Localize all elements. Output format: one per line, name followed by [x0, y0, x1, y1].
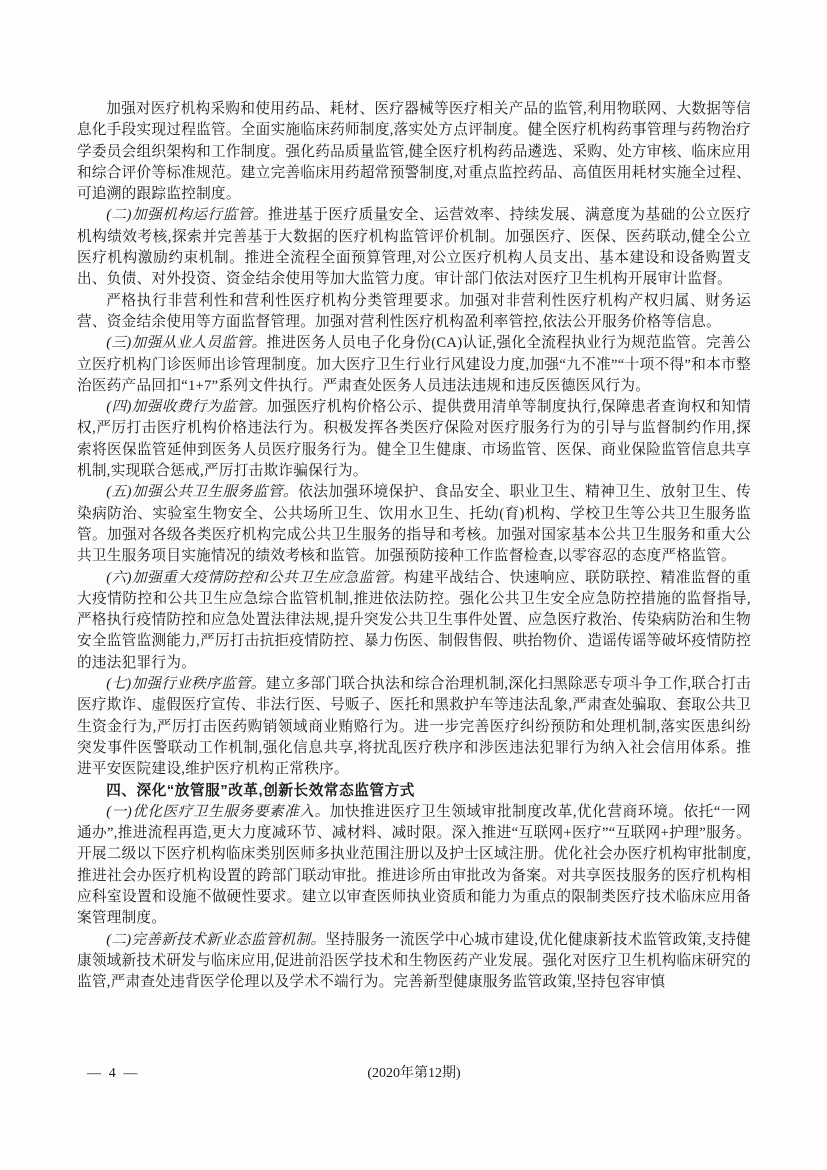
policy-paragraph: [77, 930, 751, 994]
clause-heading: (三)加强从业人员监管。: [106, 335, 267, 352]
paragraph-text: 坚持服务一流医学中心城市建设,优化健康新技术监管政策,支持健康领域新技术研发与临床应用,促进前沿医学技术和生物医药产业发展。强化对医疗卫生机构临床研究的监管,严肃查处违背医学伦理以及学术不端行为。完善新型健康服务监管政策,坚持包容审慎: [77, 931, 751, 991]
clause-heading: (二)加强机构运行监管。: [106, 207, 268, 224]
paragraph-text: 推进基于医疗质量安全、运营效率、持续发展、满意度为基础的公立医疗机构绩效考核,探索并完善基于大数据的医疗机构监管评价机制。加强医疗、医保、医药联动,健全公立医疗机构激励约束机制。推进全流程全面预算管理,对公立医疗机构人员支出、基本建设和设备购置支出、负债、对外投资、资金结余使用等加大监管力度。审计部门依法对医疗卫生机构开展审计监督。: [77, 207, 751, 288]
clause-heading: (一)优化医疗卫生服务要素准入。: [106, 803, 330, 820]
section-heading: 四、深化“放管服”改革,创新长效常态监管方式: [106, 782, 415, 799]
issue-label: (2020年第12期): [367, 1066, 461, 1081]
paragraph-text: 加强对医疗机构采购和使用药品、耗材、医疗器械等医疗相关产品的监管,利用物联网、大数据等信息化手段实现过程监管。全面实施临床药师制度,落实处方点评制度。健全医疗机构药事管理与药物治疗学委员会组织架构和工作制度。强化药品质量监管,健全医疗机构药品遴选、采购、处方审核、临床应用和综合评价等标准规范。建立完善临床用药超常预警制度,对重点监控药品、高值医用耗材实施全过程、可追溯的跟踪监控制度。: [77, 101, 751, 203]
policy-paragraph: [77, 802, 751, 930]
policy-paragraph: [77, 397, 751, 482]
paragraph-text: 加快推进医疗卫生领域审批制度改革,优化营商环境。依托“一网通办”,推进流程再造,更大力度减环节、减材料、减时限。深入推进“互联网+医疗”“互联网+护理”服务。开展二级以下医疗机构临床类别医师多执业范围注册以及护士区域注册。优化社会办医疗机构审批制度,推进社会办医疗机构设置的跨部门联动审批。推进诊所由审批改为备案。对共享医技服务的医疗机构相应科室设置和设施不做硬性要求。建立以审查医师执业资质和能力为重点的限制类医疗技术临床应用备案管理制度。: [77, 803, 751, 927]
clause-heading: (六)加强重大疫情防控和公共卫生应急监管。: [106, 569, 404, 586]
policy-paragraph: [77, 674, 751, 780]
clause-heading: (四)加强收费行为监管。: [106, 399, 267, 416]
policy-paragraph: [77, 291, 751, 334]
policy-paragraph: [77, 333, 751, 397]
paragraph-text: 推进医务人员电子化身份(CA)认证,强化全流程执业行为规范监管。完善公立医疗机构门诊医师出诊管理制度。加大医疗卫生行业行风建设力度,加强“九不准”“十项不得”和本市整治医药产品回扣“1+7”系列文件执行。严肃查处医务人员违法违规和违反医德医风行为。: [77, 335, 751, 394]
policy-paragraph: [77, 99, 751, 205]
clause-heading: (二)完善新技术新业态监管机制。: [106, 931, 326, 948]
page-number: — 4 —: [87, 1066, 140, 1081]
policy-paragraph: [77, 568, 751, 674]
policy-paragraph: [77, 482, 751, 567]
paragraph-text: 构建平战结合、快速响应、联防联控、精准监督的重大疫情防控和公共卫生应急综合监管机制,推进依法防控。强化公共卫生安全应急防控措施的监督指导,严格执行疫情防控和应急处置法律法规,提升突发公共卫生事件处置、应急医疗救治、传染病防治和生物安全监管监测能力,严厉打击抗拒疫情防控、暴力伤医、制假售假、哄抬物价、造谣传谣等破坏疫情防控的违法犯罪行为。: [77, 569, 752, 671]
paragraph-text: 建立多部门联合执法和综合治理机制,深化扫黑除恶专项斗争工作,联合打击医疗欺诈、虚假医疗宣传、非法行医、号贩子、医托和黑救护车等违法乱象,严肃查处骗取、套取公共卫生资金行为,严厉打击医药购销领域商业贿赂行为。进一步完善医疗纠纷预防和处理机制,落实医患纠纷突发事件医警联动工作机制,强化信息共享,将扰乱医疗秩序和涉医违法犯罪行为纳入社会信用体系。推进平安医院建设,维护医疗机构正常秩序。: [77, 676, 751, 778]
clause-heading: (五)加强公共卫生服务监管。: [106, 484, 299, 501]
page-footer: [77, 1063, 751, 1085]
policy-paragraph: [77, 205, 751, 290]
clause-heading: (七)加强行业秩序监管。: [106, 676, 266, 693]
paragraph-text: 依法加强环境保护、食品安全、职业卫生、精神卫生、放射卫生、传染病防治、实验室生物安全、公共场所卫生、饮用水卫生、托幼(育)机构、学校卫生等公共卫生服务监管。加强对各级各类医疗机构完成公共卫生服务的指导和考核。加强对国家基本公共卫生服务和重大公共卫生服务项目实施情况的绩效考核和监管。加强预防接种工作监督检查,以零容忍的态度严格监管。: [77, 484, 752, 565]
document-body: [77, 99, 751, 993]
paragraph-text: 严格执行非营利性和营利性医疗机构分类管理要求。加强对非营利性医疗机构产权归属、财务运营、资金结余使用等方面监督管理。加强对营利性医疗机构盈利率管控,依法公开服务价格等信息。: [77, 292, 751, 330]
paragraph-text: 加强医疗机构价格公示、提供费用清单等制度执行,保障患者查询权和知情权,严厉打击医疗机构价格违法行为。积极发挥各类医疗保险对医疗服务行为的引导与监督制约作用,探索将医保监管延伸到医务人员医疗服务行为。健全卫生健康、市场监管、医保、商业保险监管信息共享机制,实现联合惩戒,严厉打击欺诈骗保行为。: [77, 399, 751, 480]
